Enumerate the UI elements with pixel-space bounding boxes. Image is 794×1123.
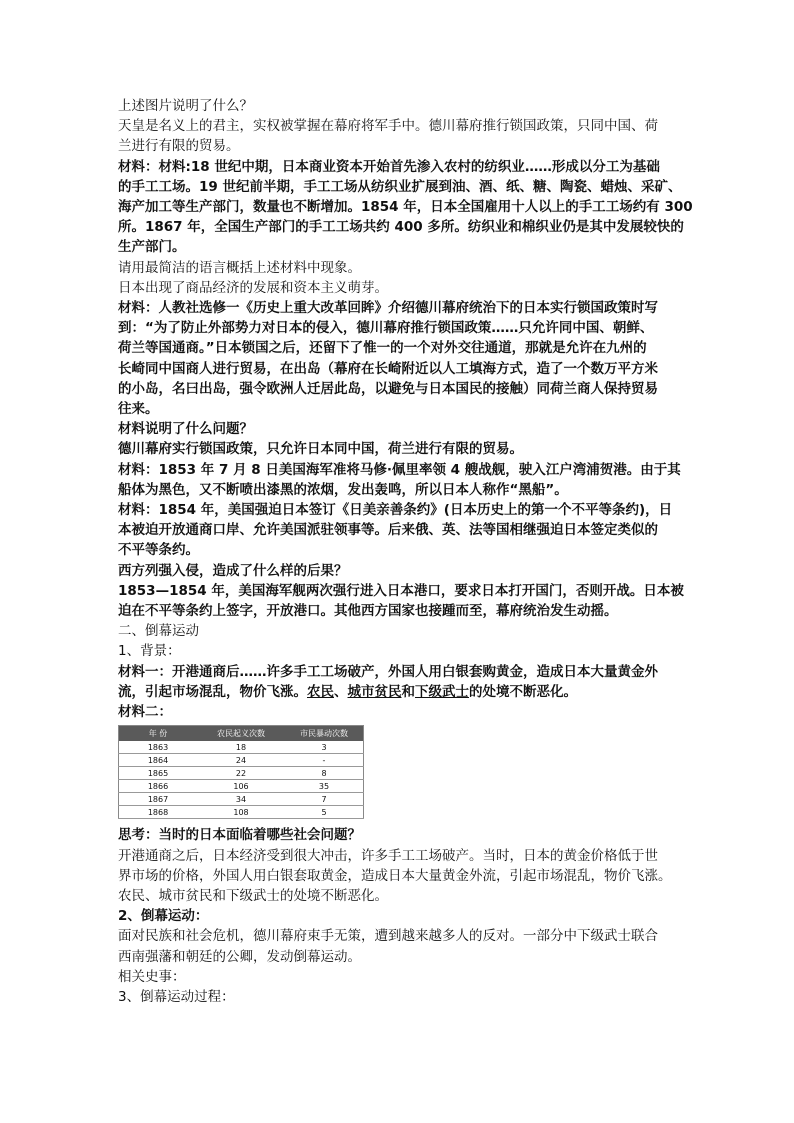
text-line: 请用最简洁的语言概括上述材料中现象。 [118,259,361,276]
material-one-line-2 [118,682,683,702]
text-line: 西南强藩和朝廷的公卿，发动倒幕运动。 [118,948,361,965]
table-cell: 106 [197,780,285,793]
table-row [119,780,364,793]
text-span: 流，引起市场混乱，物价飞涨。 [118,683,307,700]
table-header-peasant: 农民起义次数 [197,726,285,742]
table-header-urban: 市民暴动次数 [285,726,364,742]
table-cell: 1868 [119,806,198,819]
table-cell: 24 [197,754,285,767]
table-cell: 1866 [119,780,198,793]
text-line: 往来。 [118,401,159,418]
text-line: 所。1867 年，全国生产部门的手工工场共约 400 多所。纺织业和棉织业仍是其中发展较快的 [118,219,684,236]
text-line: 船体为黑色，又不断喷出漆黑的浓烟，发出轰鸣，所以日本人称作“黑船”。 [118,481,568,498]
text-line: 的小岛，名曰出岛，强令欧洲人迁居此岛，以避免与日本国民的接触）同荷兰商人保持贸易 [118,380,658,397]
text-line: 迫在不平等条约上签字，开放港口。其他西方国家也接踵而至，幕府统治发生动摇。 [118,603,618,620]
material-one-line-1: 材料一：开港通商后……许多手工工场破产，外国人用白银套购黄金，造成日本大量黄金外 [118,663,658,680]
table-cell: 35 [285,780,364,793]
text-line: 上述图片说明了什么？ [118,98,253,114]
text-line: 3、倒幕运动过程： [118,988,235,1005]
text-line: 兰进行有限的贸易。 [118,138,240,155]
table-cell: 34 [197,793,285,806]
text-line: 二、倒幕运动 [118,623,199,640]
table-cell: 18 [197,741,285,754]
text-line: 到：“为了防止外部势力对日本的侵入，德川幕府推行锁国政策……只允许同中国、朝鲜、 [118,320,654,337]
table-cell: 108 [197,806,285,819]
text-line: 开港通商之后，日本经济受到很大冲击，许多手工工场破产。当时，日本的黄金价格低于世 [118,847,658,864]
text-line: 日本出现了商品经济的发展和资本主义萌芽。 [118,279,388,296]
underlined-term-urban-poor: 城市贫民 [347,683,402,700]
table-row [119,806,364,819]
table-cell: 22 [197,767,285,780]
text-block-1 [118,96,693,662]
material-two-label: 材料二： [118,704,172,721]
text-block-2 [118,825,683,1007]
text-line: 不平等条约。 [118,542,199,559]
text-line: 荷兰等国通商。”日本锁国之后，还留下了惟一的一个对外交往通道，那就是允许在九州的 [118,340,647,357]
text-line: 材料：材料:18 世纪中期，日本商业资本开始首先渗入农村的纺织业……形成以分工为基础 [118,158,660,175]
text-line: 材料：1853 年 7 月 8 日美国海军准将马修·佩里率领 4 艘战舰，驶入江户湾浦贺港。由于其 [118,461,681,478]
table-body [119,741,364,819]
text-line: 本被迫开放通商口岸、允许美国派驻领事等。后来俄、英、法等国相继强迫日本签定类似的 [118,522,658,539]
table-cell: 5 [285,806,364,819]
text-line: 长崎同中国商人进行贸易，在出岛（幕府在长崎附近以人工填海方式，造了一个数万平方米 [118,360,658,377]
text-line: 海产加工等生产部门，数量也不断增加。1854 年，日本全国雇用十人以上的手工工场约有 300 [118,199,693,216]
text-line: 面对民族和社会危机，德川幕府束手无策，遭到越来越多人的反对。一部分中下级武士联合 [118,928,658,945]
uprising-table [118,725,364,819]
table-cell: 3 [285,741,364,754]
text-line: 相关史事： [118,968,186,985]
text-line: 农民、城市贫民和下级武士的处境不断恶化。 [118,887,388,904]
text-line: 材料：1854 年，美国强迫日本签订《日美亲善条约》(日本历史上的第一个不平等条约)，日 [118,502,673,519]
document-page [118,96,693,1007]
table-header-year: 年 份 [119,726,198,742]
table-row [119,793,364,806]
underlined-term-farmers: 农民 [307,683,334,700]
text-line: 1、背景： [118,643,181,660]
table-cell: 1865 [119,767,198,780]
table-header-row [119,726,364,742]
table-row [119,754,364,767]
underlined-term-lower-samurai: 下级武士 [415,683,469,700]
table-row [119,741,364,754]
text-line: 天皇是名义上的君主，实权被掌握在幕府将军手中。德川幕府推行锁国政策，只同中国、荷 [118,118,658,135]
table-row [119,767,364,780]
text-line: 1853—1854 年，美国海军舰两次强行进入日本港口，要求日本打开国门，否则开战。日本被 [118,582,684,599]
text-span: 的处境不断恶化。 [469,683,577,700]
table-cell: - [285,754,364,767]
text-line: 思考：当时的日本面临着哪些社会问题？ [118,827,361,844]
text-span: 和 [401,683,415,700]
text-line: 界市场的价格，外国人用白银套取黄金，造成日本大量黄金外流，引起市场混乱，物价飞涨。 [118,867,672,884]
text-line: 材料说明了什么问题？ [118,421,253,438]
text-line: 2、倒幕运动： [118,908,209,925]
text-line: 德川幕府实行锁国政策，只允许日本同中国，荷兰进行有限的贸易。 [118,441,523,458]
text-span: 、 [334,683,348,700]
table-cell: 7 [285,793,364,806]
text-line: 西方列强入侵，造成了什么样的后果？ [118,562,348,579]
table-cell: 1863 [119,741,198,754]
text-line: 材料：人教社选修一《历史上重大改革回眸》介绍德川幕府统治下的日本实行锁国政策时写 [118,300,658,317]
text-line: 的手工工场。19 世纪前半期，手工工场从纺织业扩展到油、酒、纸、糖、陶瓷、蜡烛、采矿、 [118,178,682,195]
text-line: 生产部门。 [118,239,186,256]
table-cell: 1867 [119,793,198,806]
table-cell: 1864 [119,754,198,767]
table-cell: 8 [285,767,364,780]
